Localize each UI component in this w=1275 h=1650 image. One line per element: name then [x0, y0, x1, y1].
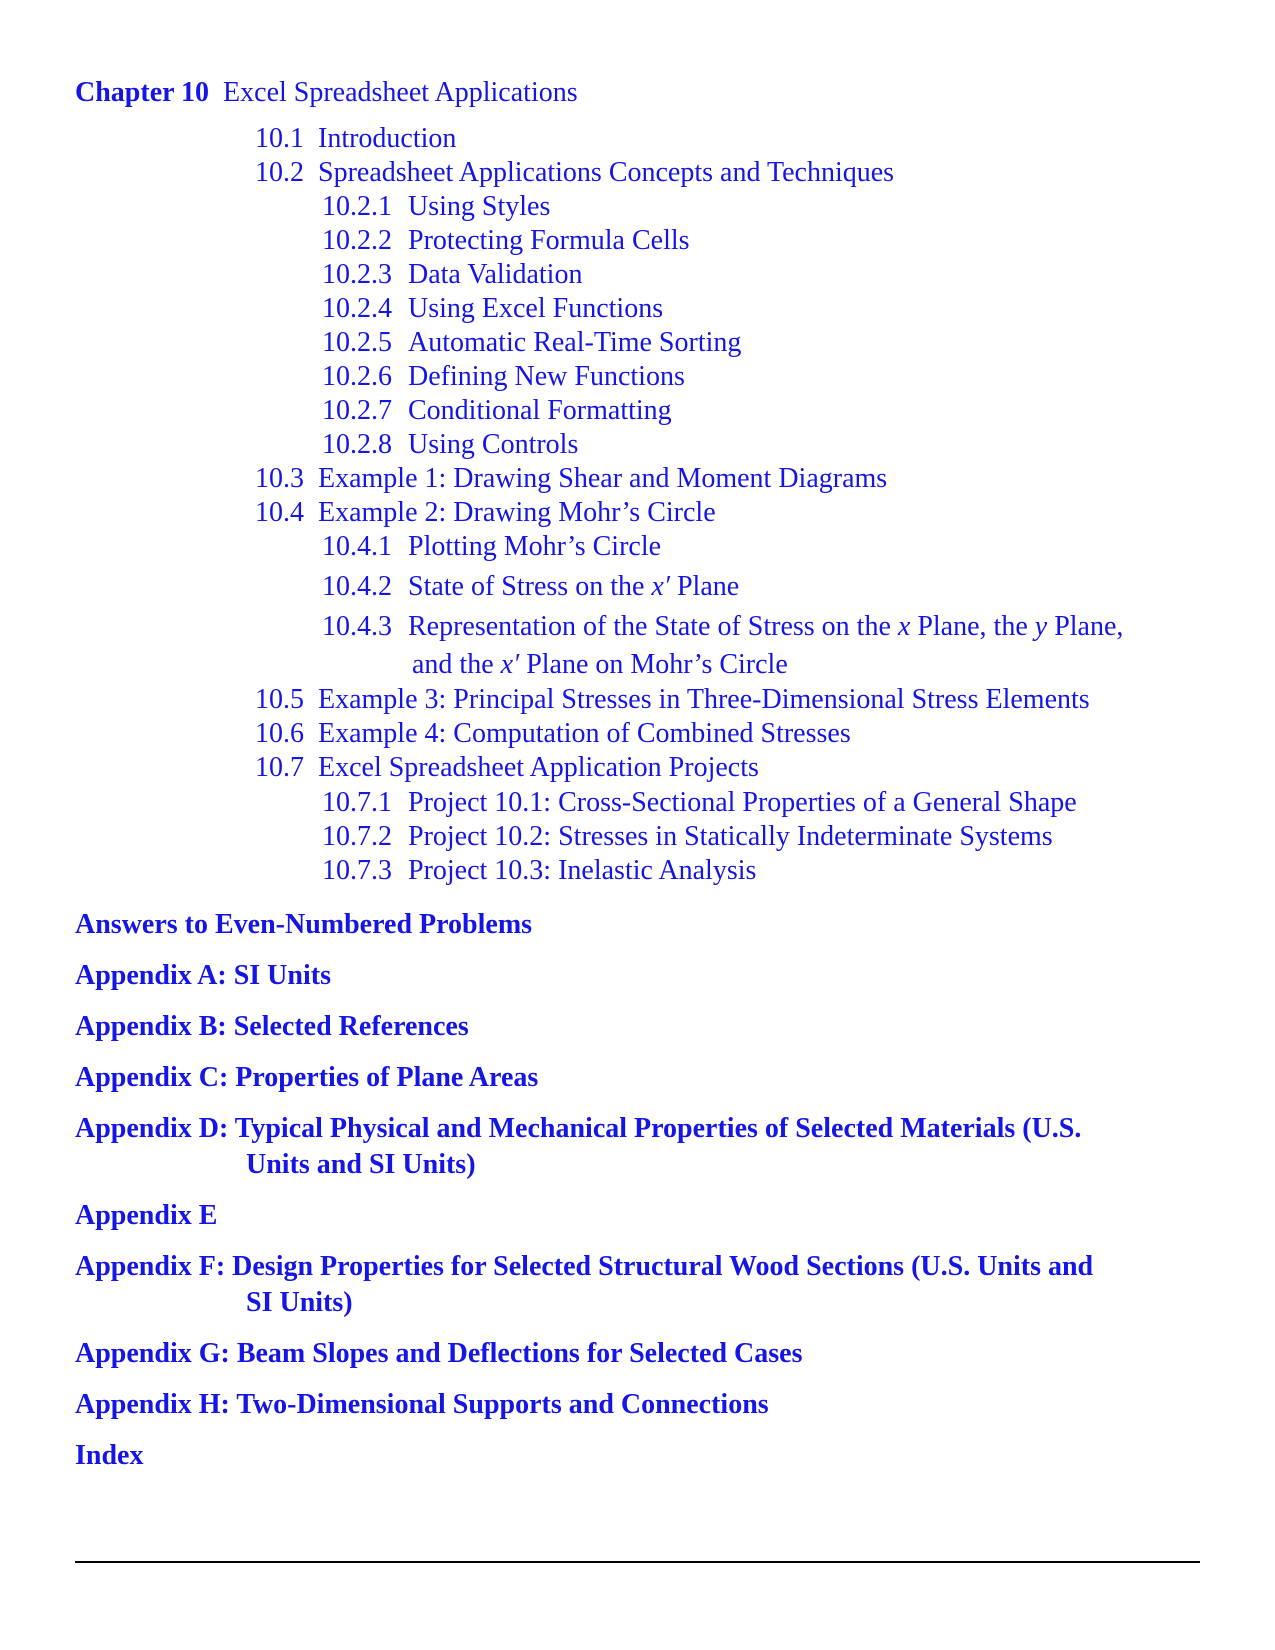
section-number: 10.2.5 — [322, 327, 392, 358]
toc-appendix-c[interactable]: Appendix C: Properties of Plane Areas — [75, 1062, 539, 1093]
section-number: 10.4 — [255, 497, 304, 528]
section-title: Conditional Formatting — [408, 395, 672, 426]
section-number: 10.7.2 — [322, 821, 392, 852]
section-title: Defining New Functions — [408, 361, 685, 392]
section-title: Example 3: Principal Stresses in Three-Dimensional Stress Elements — [318, 684, 1090, 715]
toc-appendix-d-continuation[interactable]: Units and SI Units) — [246, 1149, 476, 1180]
toc-appendix-b[interactable]: Appendix B: Selected References — [75, 1011, 469, 1042]
section-title: Plotting Mohr’s Circle — [408, 531, 662, 562]
toc-entry-10-2-4[interactable] — [322, 292, 663, 326]
section-number: 10.3 — [255, 463, 304, 494]
section-title-part: Plane — [669, 571, 740, 602]
toc-appendix-h[interactable]: Appendix H: Two-Dimensional Supports and Connections — [75, 1389, 769, 1420]
toc-entry-10-2-2[interactable] — [322, 224, 690, 258]
section-title: Using Styles — [408, 191, 551, 222]
toc-appendix-g[interactable]: Appendix G: Beam Slopes and Deflections for Selected Cases — [75, 1338, 803, 1369]
section-number: 10.7.3 — [322, 855, 392, 886]
toc-entry-10-2[interactable] — [255, 156, 894, 190]
section-number: 10.4.3 — [322, 611, 392, 642]
section-title-part: and the — [412, 649, 501, 680]
math-variable: x — [897, 611, 911, 642]
toc-entry-10-2-5[interactable] — [322, 326, 741, 360]
section-title: Project 10.3: Inelastic Analysis — [408, 855, 757, 886]
section-number: 10.2.2 — [322, 225, 392, 256]
math-variable: y — [1034, 611, 1048, 642]
section-title: Example 4: Computation of Combined Stresses — [318, 718, 851, 749]
section-number: 10.2.8 — [322, 429, 392, 460]
section-number: 10.7 — [255, 752, 304, 783]
section-title: Using Excel Functions — [408, 293, 664, 324]
chapter-number: Chapter 10 — [75, 77, 210, 108]
section-title: Project 10.1: Cross-Sectional Properties of a General Shape — [408, 787, 1077, 818]
toc-entry-10-7-2[interactable] — [322, 820, 1053, 854]
toc-appendix-a[interactable]: Appendix A: SI Units — [75, 960, 331, 991]
toc-entry-10-7-3[interactable] — [322, 854, 756, 888]
section-number: 10.7.1 — [322, 787, 392, 818]
section-number: 10.5 — [255, 684, 304, 715]
toc-appendix-d[interactable]: Appendix D: Typical Physical and Mechanical Properties of Selected Materials (U.S. — [75, 1113, 1082, 1144]
section-number: 10.2.3 — [322, 259, 392, 290]
section-title-part: Plane on Mohr’s Circle — [519, 649, 788, 680]
toc-entry-10-4[interactable] — [255, 496, 716, 530]
toc-appendix-f[interactable]: Appendix F: Design Properties for Selected Structural Wood Sections (U.S. Units and — [75, 1251, 1094, 1282]
toc-entry-10-2-6[interactable] — [322, 360, 685, 394]
toc-entry-10-4-2[interactable] — [322, 570, 739, 604]
section-title: Automatic Real-Time Sorting — [408, 327, 742, 358]
section-title: Project 10.2: Stresses in Statically Indeterminate Systems — [408, 821, 1053, 852]
section-title-part: Plane, the — [910, 611, 1035, 642]
section-title: Protecting Formula Cells — [408, 225, 690, 256]
toc-entry-10-2-7[interactable] — [322, 394, 672, 428]
toc-entry-10-6[interactable] — [255, 717, 851, 751]
math-variable: x′ — [651, 571, 670, 602]
section-title: Data Validation — [408, 259, 583, 290]
toc-entry-10-2-1[interactable] — [322, 190, 550, 224]
section-number: 10.2.1 — [322, 191, 392, 222]
toc-chapter-10[interactable] — [75, 76, 578, 110]
toc-appendix-f-continuation[interactable]: SI Units) — [246, 1287, 353, 1318]
footer-rule — [75, 1561, 1200, 1563]
section-number: 10.2.4 — [322, 293, 392, 324]
section-title: Excel Spreadsheet Application Projects — [318, 752, 759, 783]
toc-answers-even-numbered[interactable]: Answers to Even-Numbered Problems — [75, 909, 533, 940]
toc-entry-10-7[interactable] — [255, 751, 759, 785]
chapter-title: Excel Spreadsheet Applications — [223, 77, 578, 108]
toc-entry-10-7-1[interactable] — [322, 786, 1077, 820]
toc-entry-10-4-1[interactable] — [322, 530, 661, 564]
toc-entry-10-1[interactable] — [255, 122, 456, 156]
toc-appendix-e[interactable]: Appendix E — [75, 1200, 218, 1231]
toc-entry-10-2-3[interactable] — [322, 258, 582, 292]
toc-entry-10-2-8[interactable] — [322, 428, 578, 462]
section-title-part: State of Stress on the — [408, 571, 652, 602]
toc-index[interactable]: Index — [75, 1440, 144, 1471]
section-number: 10.2.7 — [322, 395, 392, 426]
section-number: 10.2 — [255, 157, 304, 188]
section-title: Example 1: Drawing Shear and Moment Diagrams — [318, 463, 888, 494]
section-title-part: Representation of the State of Stress on the — [408, 611, 898, 642]
toc-entry-10-3[interactable] — [255, 462, 887, 496]
section-number: 10.6 — [255, 718, 304, 749]
toc-entry-10-4-3[interactable] — [322, 610, 1123, 644]
toc-entry-10-5[interactable] — [255, 683, 1090, 717]
section-number: 10.2.6 — [322, 361, 392, 392]
toc-entry-10-4-3-continuation[interactable] — [412, 648, 788, 682]
section-title: Using Controls — [408, 429, 579, 460]
section-number: 10.1 — [255, 123, 304, 154]
section-number: 10.4.2 — [322, 571, 392, 602]
math-variable: x′ — [500, 649, 520, 680]
section-title: Introduction — [318, 123, 457, 154]
section-title: Example 2: Drawing Mohr’s Circle — [318, 497, 716, 528]
section-title-part: Plane, — [1047, 611, 1124, 642]
section-title: Spreadsheet Applications Concepts and Techniques — [318, 157, 895, 188]
section-number: 10.4.1 — [322, 531, 392, 562]
